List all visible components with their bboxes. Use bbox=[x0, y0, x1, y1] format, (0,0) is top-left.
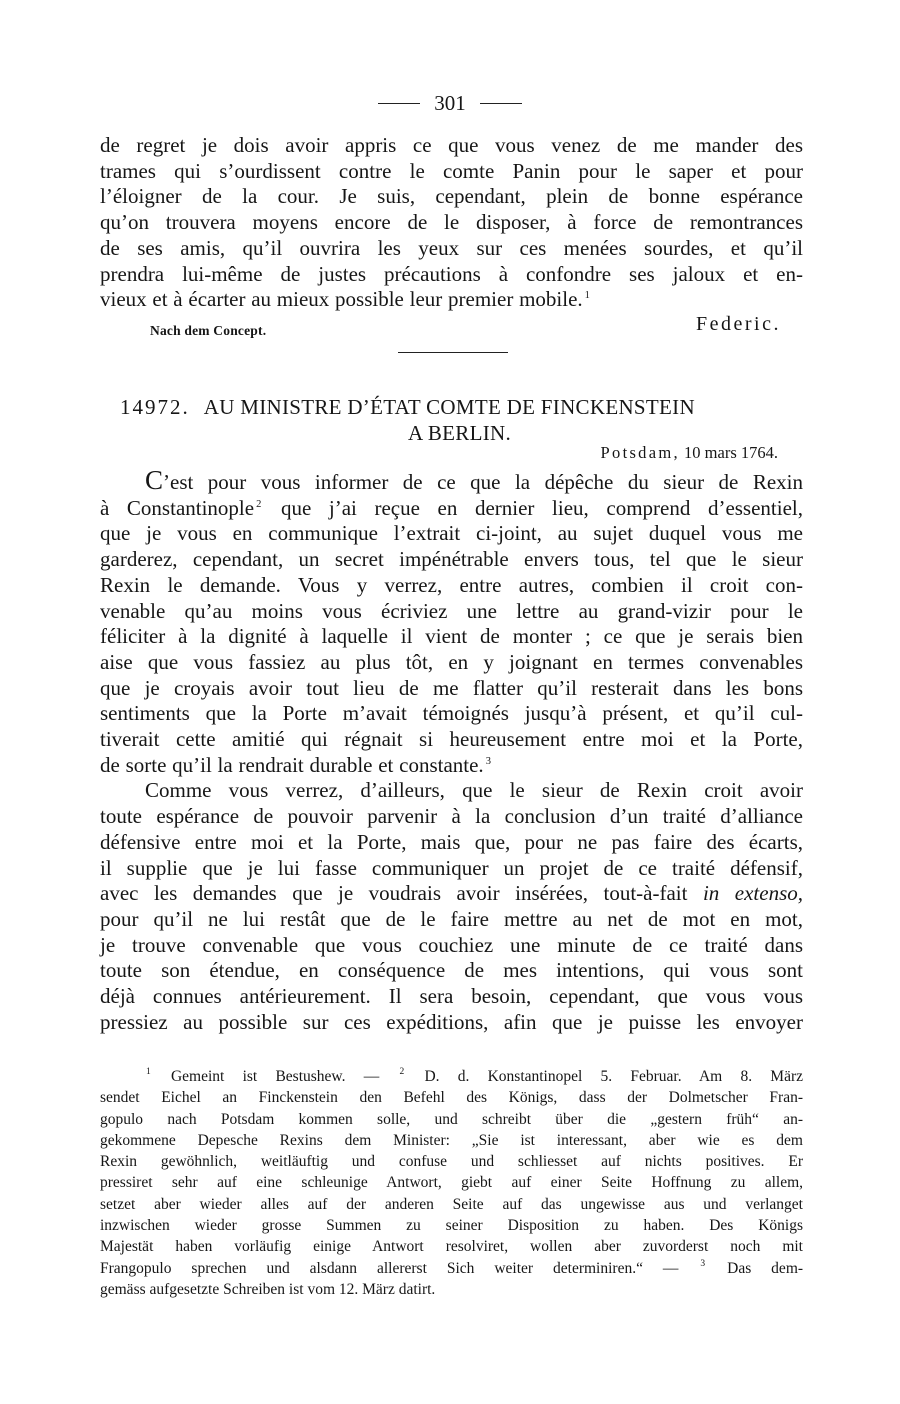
dateline bbox=[601, 443, 778, 463]
footnote-line: gopulo nach Potsdam kommen solle, und schreibt über die „gestern früh“ an- bbox=[100, 1110, 803, 1128]
dateline-date: 10 mars 1764. bbox=[684, 443, 778, 462]
footnote-line: setzet aber wieder alles auf der anderen Seite auf das ungewisse aus und verlanget bbox=[100, 1195, 803, 1213]
text-line: déjà connues antérieurement. Il sera besoin, cependant, que vous vous bbox=[100, 984, 803, 1009]
section-divider bbox=[398, 352, 508, 353]
text-line: toute son étendue, en conséquence de mes intentions, qui vous sont bbox=[100, 958, 803, 983]
text-line: vieux et à écarter au mieux possible leur premier mobile. $^1$ bbox=[100, 287, 590, 312]
letter-number: 14972. bbox=[120, 395, 190, 419]
text-line: venable qu’au moins vous écriviez une lettre au grand-vizir pour le bbox=[100, 598, 803, 623]
text-line: aise que vous fassiez au plus tôt, en y joignant en termes convenables bbox=[100, 649, 803, 674]
footnote-mark: 3 bbox=[700, 1258, 706, 1269]
footnote-ref: 1 bbox=[584, 290, 590, 302]
text-line: toute espérance de pouvoir parvenir à la conclusion d’un traité d’alliance bbox=[100, 804, 803, 829]
text-line: qu’on trouvera moyens encore de le disposer, à force de remontrances bbox=[100, 210, 803, 235]
text-line: que je croyais avoir tout lieu de me flatter qu’il resterait dans les bons bbox=[100, 675, 803, 700]
italic-phrase: in extenso, bbox=[702, 881, 803, 906]
footnote-ref: 3 bbox=[485, 755, 491, 767]
header-rule-left bbox=[378, 103, 420, 104]
letter-destination: A BERLIN. bbox=[407, 420, 512, 445]
text-line: que je vous en communique l’extrait ci-joint, au sujet duquel vous me bbox=[100, 521, 803, 546]
text-line: garderez, cependant, un secret impénétrable envers tous, tel que le sieur bbox=[100, 547, 803, 572]
footnote-line: Rexin gewöhnlich, weitläuftig und confuse und schliesset auf nichts positives. Er bbox=[100, 1153, 803, 1171]
footnote-line: $^1$ Gemeint ist Bestushew. — $^2$ D. d. Konstantinopel 5. Februar. Am 8. März bbox=[146, 1067, 804, 1085]
footnote-line: inzwischen wieder grosse Summen zu seiner Disposition zu haben. Des Königs bbox=[100, 1217, 803, 1235]
letter-heading bbox=[100, 395, 803, 446]
text-line: pour qu’il ne lui restât que de le faire mettre au net de mot en mot, bbox=[100, 906, 803, 931]
text-line: sentiments que la Porte m’avait témoignés jusqu’à présent, et qu’il cul- bbox=[100, 701, 803, 726]
footnote-ref: 2 bbox=[256, 498, 262, 510]
page-header bbox=[0, 88, 900, 118]
previous-letter-continuation bbox=[100, 133, 803, 313]
text-line: Rexin le demande. Vous y verrez, entre autres, combien il croit con- bbox=[100, 572, 803, 597]
text-line: trames qui s’ourdissent contre le comte Panin pour le saper et pour bbox=[100, 158, 803, 183]
footnote-line: sendet Eichel an Finckenstein den Befehl des Königs, dass der Dolmetscher Fran- bbox=[100, 1089, 803, 1107]
text-line: à Constantinople $^2$ que j’ai reçue en dernier lieu, comprend d’essentiel, bbox=[100, 495, 803, 520]
closing-block bbox=[150, 313, 803, 341]
text-line: défensive entre moi et la Porte, mais que, pour ne pas faire des écarts, bbox=[100, 829, 803, 854]
text-line: l’éloigner de la cour. Je suis, cependant, plein de bonne espérance bbox=[100, 184, 803, 209]
letter-body bbox=[100, 465, 803, 1035]
footnotes bbox=[100, 1066, 803, 1300]
signature: Federic. bbox=[696, 313, 781, 335]
text-line: de sorte qu’il la rendrait durable et constante. $^3$ bbox=[100, 752, 491, 777]
footnote-line: Majestät haben vorläufig einige Antwort resolviret, wollen aber zuvorderst noch mit bbox=[100, 1238, 803, 1256]
dropcap: C bbox=[145, 465, 164, 495]
text-line: Comme vous verrez, d’ailleurs, que le sieur de Rexin croit avoir bbox=[145, 778, 803, 803]
header-rule-right bbox=[480, 103, 522, 104]
text-line: avec les demandes que je voudrais avoir insérées, tout-à-fait in extenso, bbox=[100, 881, 803, 906]
text-line: de regret je dois avoir appris ce que vous venez de me mander des bbox=[100, 133, 803, 157]
footnote-line: pressiret sehr auf eine schleunige Antwort, giebt auf einer Seite Hoffnung zu allem, bbox=[100, 1174, 803, 1192]
footnote-mark: 1 bbox=[146, 1067, 151, 1077]
text-line: C’est pour vous informer de ce que la dépêche du sieur de Rexin bbox=[145, 465, 803, 495]
footnote-line: gekommene Depesche Rexins dem Minister: „Sie ist interessant, aber wie es dem bbox=[100, 1131, 803, 1149]
text-line: tiverait cette amitié qui régnait si heureusement entre moi et la Porte, bbox=[100, 727, 803, 752]
text-line: de ses amis, qu’il ouvrira les yeux sur ces menées sourdes, et qu’il bbox=[100, 235, 803, 260]
letter-recipient: AU MINISTRE D’ÉTAT COMTE DE FINCKENSTEIN bbox=[203, 395, 695, 419]
text-line: féliciter à la dignité à laquelle il vient de monter ; ce que je serais bien bbox=[100, 624, 803, 649]
footnote-line: Frangopulo sprechen und alsdann allererst Sich weiter determiniren.“ — $^3$ Das dem- bbox=[100, 1258, 804, 1277]
letter-heading-line1 bbox=[100, 395, 803, 421]
footnote-line: gemäss aufgesetzte Schreiben ist vom 12. März datirt. bbox=[100, 1280, 436, 1298]
dateline-place: Potsdam, bbox=[600, 443, 680, 462]
text-line: je trouve convenable que vous couchiez une minute de ce traité dans bbox=[100, 932, 803, 957]
source-note: Nach dem Concept. bbox=[150, 323, 267, 338]
page-number: 301 bbox=[434, 90, 466, 115]
footnote-mark: 2 bbox=[399, 1067, 405, 1077]
text-line: prendra lui-même de justes précautions à confondre ses jaloux et en- bbox=[100, 261, 803, 286]
text-line: il supplie que je lui fasse communiquer un projet de ce traité défensif, bbox=[100, 855, 803, 880]
text-line: pressiez au possible sur ces expéditions, afin que je puisse les envoyer bbox=[100, 1009, 803, 1034]
